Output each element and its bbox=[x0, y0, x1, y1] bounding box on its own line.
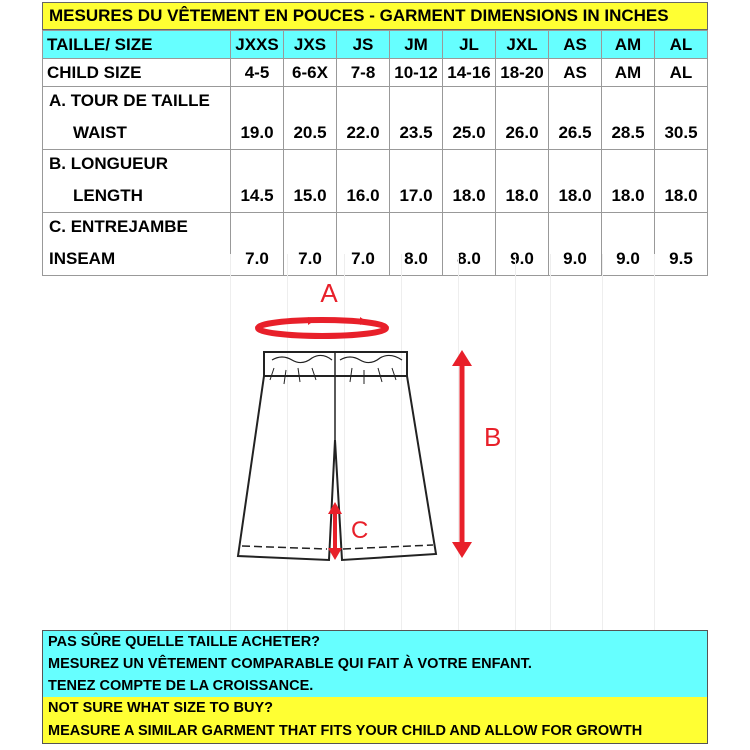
size-header-row bbox=[43, 31, 708, 59]
chart-title: MESURES DU VÊTEMENT EN POUCES - GARMENT DIMENSIONS IN INCHES bbox=[42, 2, 708, 30]
child-size-row bbox=[43, 59, 708, 87]
length-value: 18.0 bbox=[496, 150, 549, 213]
size-jxl: JXL bbox=[496, 31, 549, 59]
inseam-value: 9.0 bbox=[602, 213, 655, 276]
inseam-value: 8.0 bbox=[390, 213, 443, 276]
size-jxxs: JXXS bbox=[231, 31, 284, 59]
note-en-line: NOT SURE WHAT SIZE TO BUY? bbox=[43, 697, 707, 720]
child-size-cell: AL bbox=[655, 59, 708, 87]
label-b: B bbox=[484, 422, 502, 452]
length-value: 18.0 bbox=[549, 150, 602, 213]
child-size-cell: 7-8 bbox=[337, 59, 390, 87]
length-label-fr: B. LONGUEUR bbox=[49, 154, 168, 173]
waist-value: 22.0 bbox=[337, 87, 390, 150]
inseam-value: 9.5 bbox=[655, 213, 708, 276]
waist-value: 28.5 bbox=[602, 87, 655, 150]
length-value: 18.0 bbox=[443, 150, 496, 213]
length-value: 15.0 bbox=[284, 150, 337, 213]
size-jl: JL bbox=[443, 31, 496, 59]
child-size-cell: AM bbox=[602, 59, 655, 87]
child-size-cell: 18-20 bbox=[496, 59, 549, 87]
size-jm: JM bbox=[390, 31, 443, 59]
label-c: C bbox=[351, 517, 369, 544]
waist-label-fr: A. TOUR DE TAILLE bbox=[49, 91, 210, 110]
inseam-label-en: INSEAM bbox=[49, 249, 116, 268]
size-jxs: JXS bbox=[284, 31, 337, 59]
shorts-diagram-area bbox=[42, 254, 708, 630]
child-size-cell: 10-12 bbox=[390, 59, 443, 87]
inseam-value: 7.0 bbox=[284, 213, 337, 276]
size-js: JS bbox=[337, 31, 390, 59]
length-value: 16.0 bbox=[337, 150, 390, 213]
waist-measure-icon bbox=[258, 317, 386, 336]
length-label-en: LENGTH bbox=[73, 186, 143, 205]
waist-label bbox=[43, 87, 231, 150]
inseam-value: 9.0 bbox=[496, 213, 549, 276]
inseam-value: 7.0 bbox=[231, 213, 284, 276]
waist-value: 26.0 bbox=[496, 87, 549, 150]
length-arrow-icon bbox=[452, 350, 472, 558]
child-size-cell: AS bbox=[549, 59, 602, 87]
waist-value: 19.0 bbox=[231, 87, 284, 150]
waist-value: 30.5 bbox=[655, 87, 708, 150]
note-fr-line: TENEZ COMPTE DE LA CROISSANCE. bbox=[43, 675, 707, 697]
size-al: AL bbox=[655, 31, 708, 59]
child-size-label: CHILD SIZE bbox=[43, 59, 231, 87]
label-a: A bbox=[320, 278, 338, 308]
note-fr-line: MESUREZ UN VÊTEMENT COMPARABLE QUI FAIT À VOTRE ENFANT. bbox=[43, 653, 707, 675]
length-label bbox=[43, 150, 231, 213]
length-value: 18.0 bbox=[602, 150, 655, 213]
sizing-note bbox=[42, 630, 708, 744]
size-as: AS bbox=[549, 31, 602, 59]
length-value: 14.5 bbox=[231, 150, 284, 213]
child-size-cell: 6-6X bbox=[284, 59, 337, 87]
length-value: 18.0 bbox=[655, 150, 708, 213]
inseam-value: 8.0 bbox=[443, 213, 496, 276]
waist-value: 26.5 bbox=[549, 87, 602, 150]
inseam-value: 9.0 bbox=[549, 213, 602, 276]
inseam-label-fr: C. ENTREJAMBE bbox=[49, 217, 188, 236]
length-value: 17.0 bbox=[390, 150, 443, 213]
waist-row bbox=[43, 87, 708, 150]
waist-value: 25.0 bbox=[443, 87, 496, 150]
size-header-label: TAILLE/ SIZE bbox=[43, 31, 231, 59]
waist-value: 20.5 bbox=[284, 87, 337, 150]
size-table bbox=[42, 30, 708, 276]
length-row bbox=[43, 150, 708, 213]
note-en-line: MEASURE A SIMILAR GARMENT THAT FITS YOUR CHILD AND ALLOW FOR GROWTH bbox=[43, 720, 707, 743]
child-size-cell: 14-16 bbox=[443, 59, 496, 87]
waist-label-en: WAIST bbox=[73, 123, 127, 142]
child-size-cell: 4-5 bbox=[231, 59, 284, 87]
shorts-illustration bbox=[42, 254, 708, 630]
waist-value: 23.5 bbox=[390, 87, 443, 150]
note-fr-line: PAS SÛRE QUELLE TAILLE ACHETER? bbox=[43, 631, 707, 653]
inseam-value: 7.0 bbox=[337, 213, 390, 276]
size-am: AM bbox=[602, 31, 655, 59]
